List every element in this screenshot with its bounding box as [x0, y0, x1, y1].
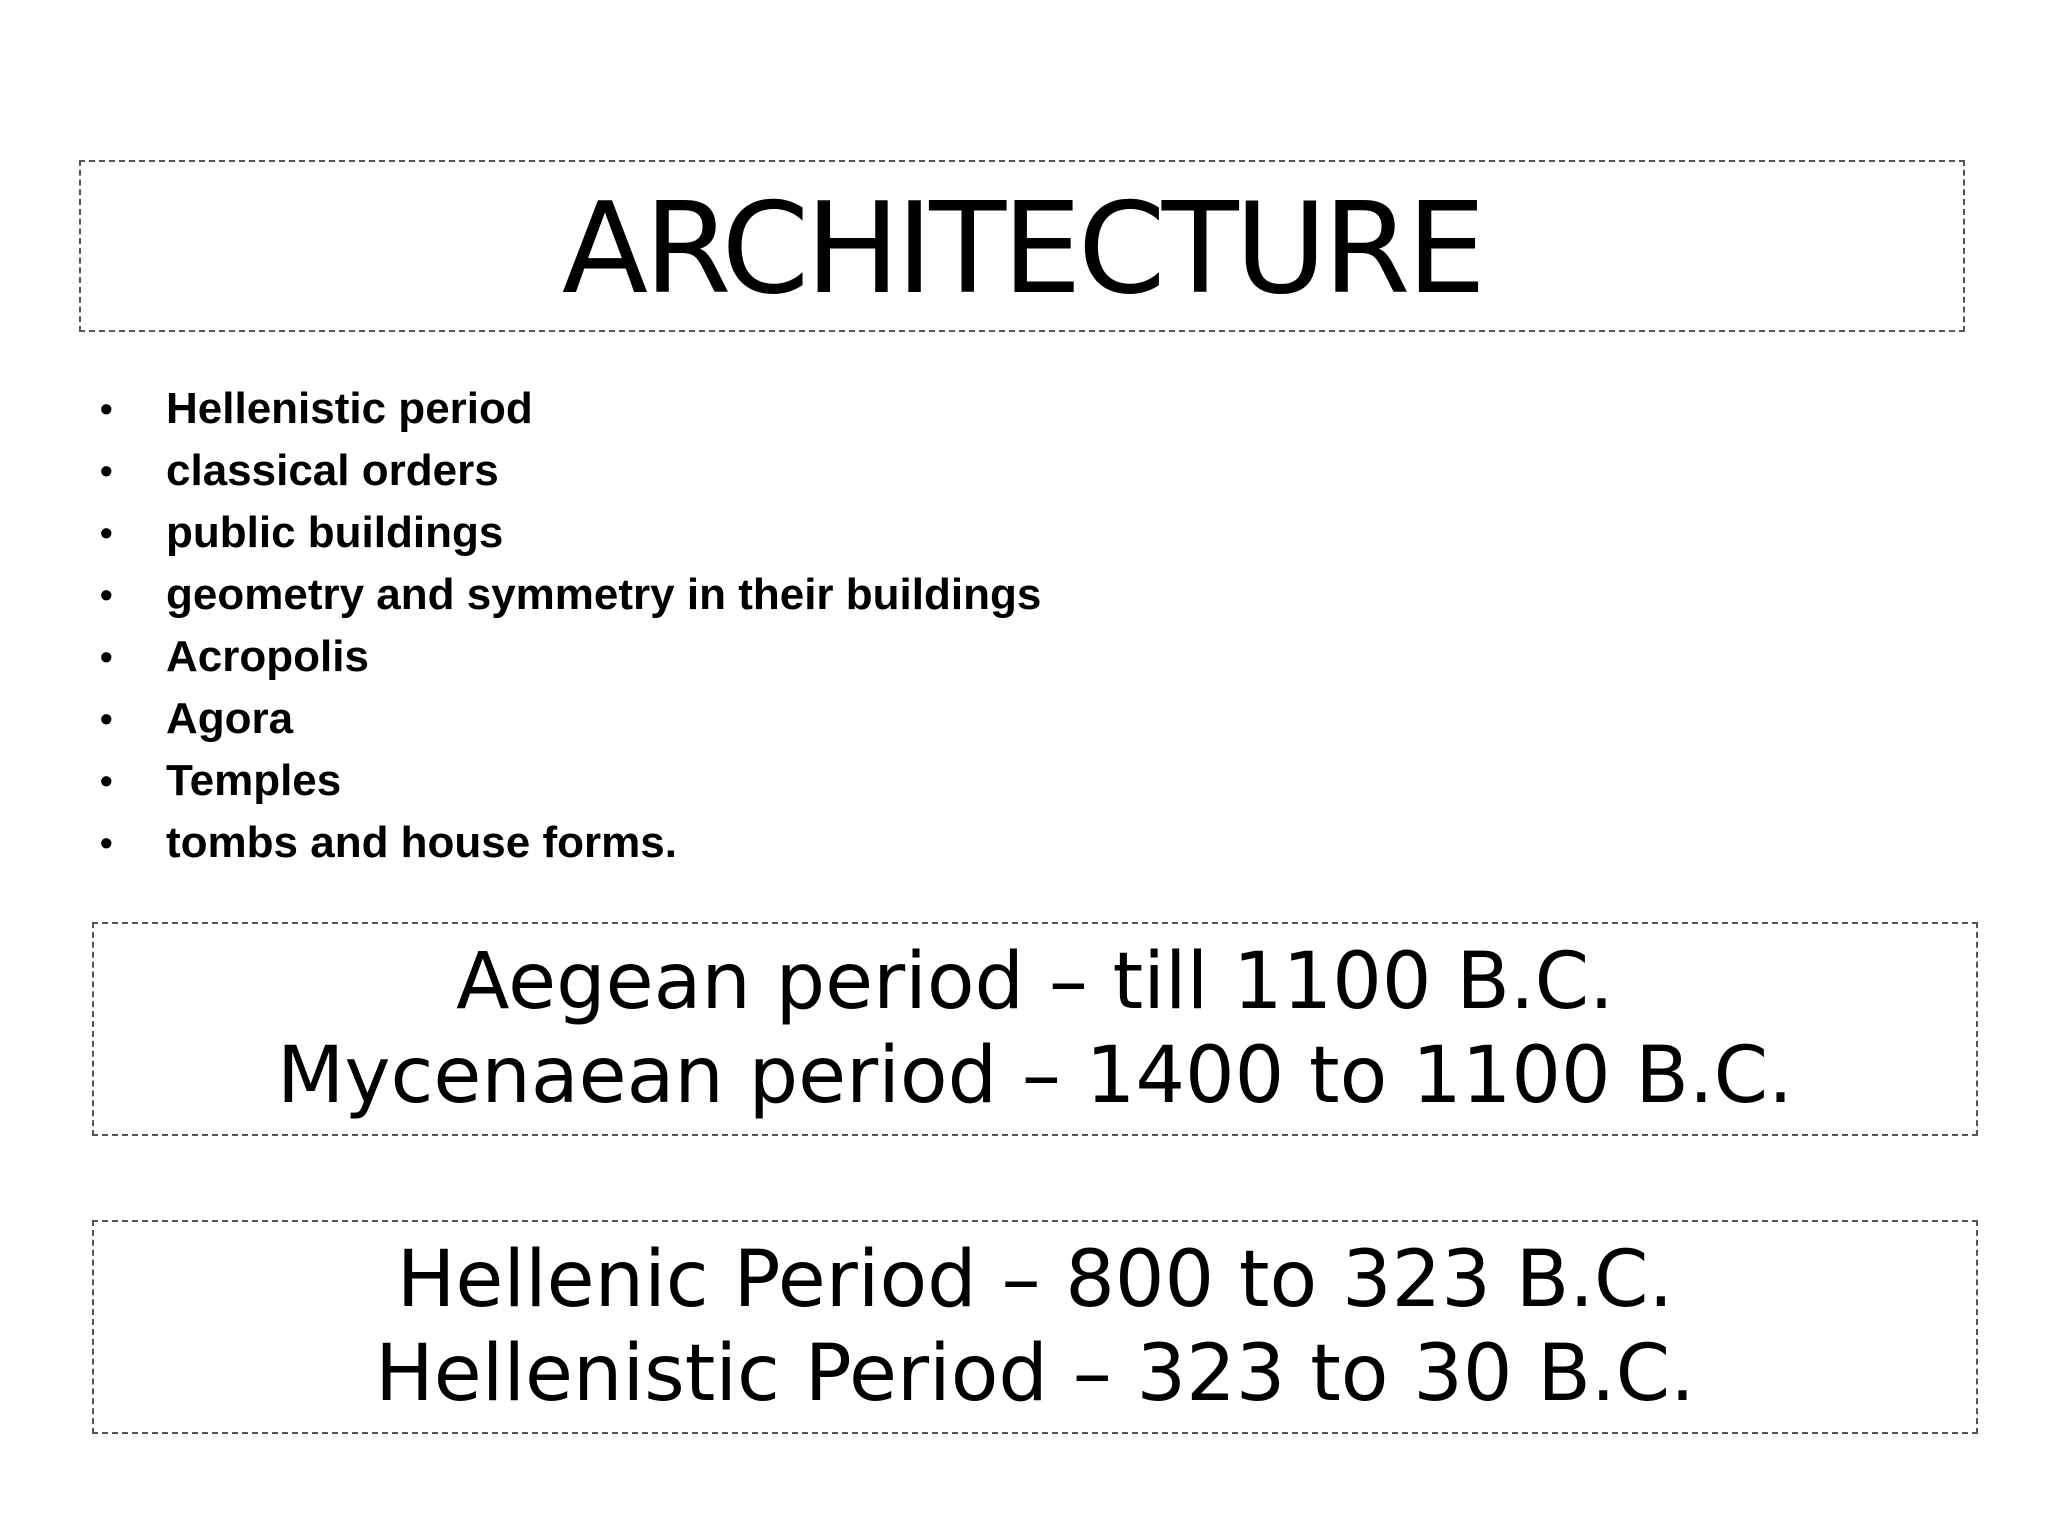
list-item: [100, 564, 1041, 626]
period-mycenaean: Mycenaean period – 1400 to 1100 B.C.: [277, 1031, 1793, 1121]
bullet-icon: •: [100, 698, 113, 739]
page-title: ARCHITECTURE: [561, 175, 1483, 322]
bullet-icon: •: [100, 388, 113, 429]
bullet-icon: •: [100, 512, 113, 553]
list-item-text: public buildings: [166, 508, 504, 557]
period-hellenistic: Hellenistic Period – 323 to 30 B.C.: [375, 1329, 1695, 1419]
early-periods-box: [92, 922, 1978, 1136]
list-item: [100, 812, 1041, 874]
period-aegean: Aegean period – till 1100 B.C.: [456, 937, 1614, 1027]
list-item-text: Temples: [166, 756, 342, 805]
late-periods-box: [92, 1220, 1978, 1434]
bullet-icon: •: [100, 822, 113, 863]
title-box: [79, 160, 1965, 332]
list-item-text: Agora: [166, 694, 294, 743]
bullet-icon: •: [100, 636, 113, 677]
list-item-text: tombs and house forms.: [166, 818, 677, 867]
list-item: [100, 440, 1041, 502]
list-item-text: Acropolis: [166, 632, 369, 681]
list-item-text: classical orders: [166, 446, 499, 495]
list-item: [100, 750, 1041, 812]
bullet-icon: •: [100, 760, 113, 801]
bullet-icon: •: [100, 450, 113, 491]
list-item-text: Hellenistic period: [166, 384, 533, 433]
topic-list: [100, 378, 1041, 874]
list-item: [100, 502, 1041, 564]
period-hellenic: Hellenic Period – 800 to 323 B.C.: [396, 1235, 1674, 1325]
list-item: [100, 626, 1041, 688]
list-item-text: geometry and symmetry in their buildings: [166, 570, 1042, 619]
list-item: [100, 688, 1041, 750]
bullet-icon: •: [100, 574, 113, 615]
list-item: [100, 378, 1041, 440]
